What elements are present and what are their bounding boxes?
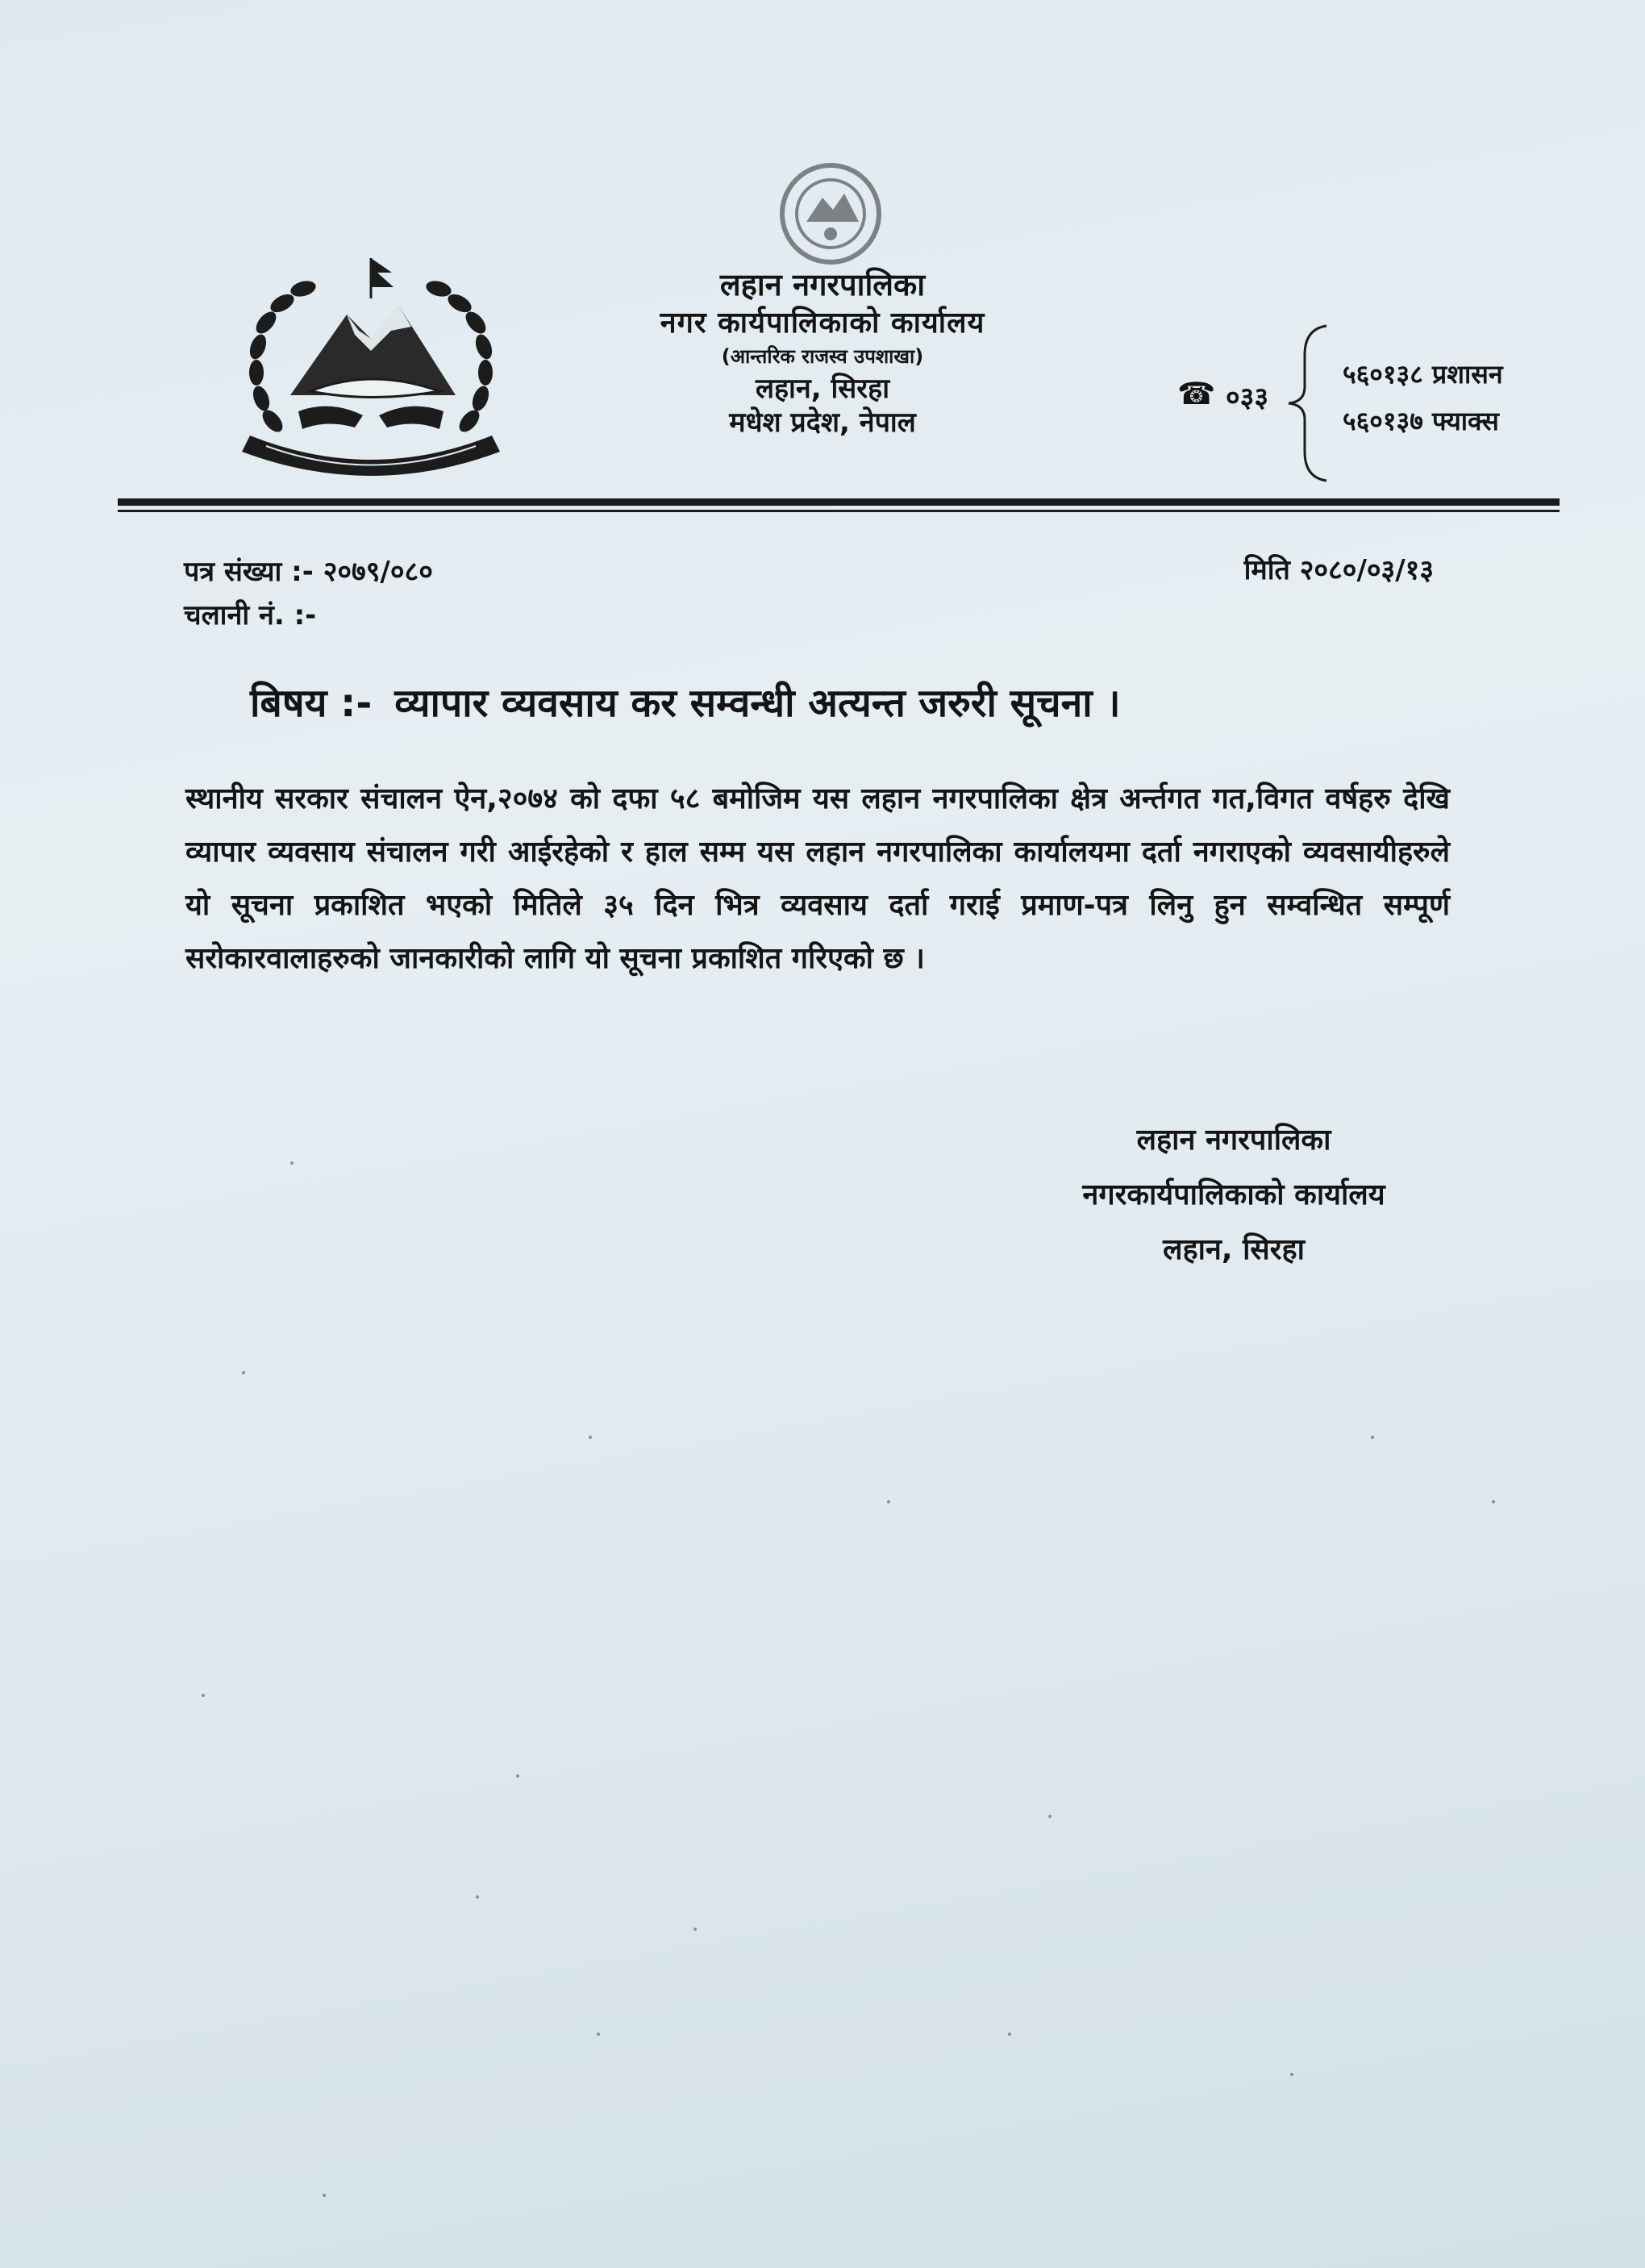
scan-speck xyxy=(1290,2073,1293,2076)
letter-number: पत्र संख्या :- २०७९/०८० xyxy=(184,556,433,588)
office-name: नगर कार्यपालिकाको कार्यालय xyxy=(660,306,985,340)
header-divider-thin xyxy=(118,510,1560,512)
curly-brace-icon xyxy=(1282,323,1331,484)
signature-line-3: लहान, सिरहा xyxy=(1163,1233,1305,1266)
scan-speck xyxy=(202,1694,205,1697)
municipality-name: लहान नगरपालिका xyxy=(719,267,926,302)
signature-line-1: लहान नगरपालिका xyxy=(1136,1124,1331,1157)
signature-line-2: नगरकार्यपालिकाको कार्यालय xyxy=(1082,1178,1385,1211)
office-address-block xyxy=(564,266,1081,440)
notice-body: स्थानीय सरकार संचालन ऐन,२०७४ को दफा ५८ बमोजिम यस लहान नगरपालिका क्षेत्र अर्न्तगत गत,विगत वर्षहरु देखि व्यापार व्यवसाय संचालन गरी आईरहेको र हाल सम्म यस लहान नगरपालिका कार्यालयमा दर्ता नगराएको व्यवसायीहरुले यो सूचना प्रकाशित भएको मितिले ३५ दिन भित्र व्यवसाय दर्ता गराई प्रमाण-पत्र लिनु हुन सम्वन्धित सम्पूर्ण सरोकारवालाहरुको जानकारीको लागि यो सूचना प्रकाशित गरिएको छ । xyxy=(185,782,1450,975)
office-section: (आन्तरिक राजस्व उपशाखा) xyxy=(721,344,924,368)
letter-date: मिति २०८०/०३/१३ xyxy=(1243,554,1434,586)
scan-speck xyxy=(323,2194,326,2197)
scan-speck xyxy=(516,1774,519,1778)
scan-speck xyxy=(589,1436,592,1439)
office-province: मधेश प्रदेश, नेपाल xyxy=(729,406,916,439)
header-divider-thick xyxy=(118,498,1560,506)
phone-icon: ☎ xyxy=(1177,376,1216,411)
scan-speck xyxy=(597,2032,600,2036)
nepal-government-emblem-icon xyxy=(234,250,508,484)
municipality-seal-icon xyxy=(770,153,891,274)
scan-speck xyxy=(1492,1500,1495,1503)
phone-fax: ५६०१३७ फ्याक्स xyxy=(1343,406,1499,436)
scan-speck xyxy=(887,1500,890,1503)
area-code: ०३३ xyxy=(1226,381,1269,414)
scan-speck xyxy=(290,1161,294,1165)
reference-block xyxy=(184,550,433,638)
subject-label: बिषय :- xyxy=(250,681,373,726)
scan-speck xyxy=(1048,1815,1052,1818)
scan-speck xyxy=(1008,2032,1011,2036)
scan-speck xyxy=(476,1895,479,1899)
phone-admin: ५६०१३८ प्रशासन xyxy=(1343,359,1503,390)
dispatch-number: चलानी नं. :- xyxy=(184,599,317,632)
scan-speck xyxy=(242,1371,245,1374)
subject-text: व्यापार व्यवसाय कर सम्वन्धी अत्यन्त जरुरी सूचना । xyxy=(394,681,1121,726)
signature-block xyxy=(1016,1113,1451,1278)
office-location: लहान, सिरहा xyxy=(755,372,890,405)
scan-speck xyxy=(1371,1436,1374,1439)
subject-line xyxy=(250,676,1121,728)
scan-speck xyxy=(693,1928,697,1931)
contact-block xyxy=(1177,323,1580,484)
